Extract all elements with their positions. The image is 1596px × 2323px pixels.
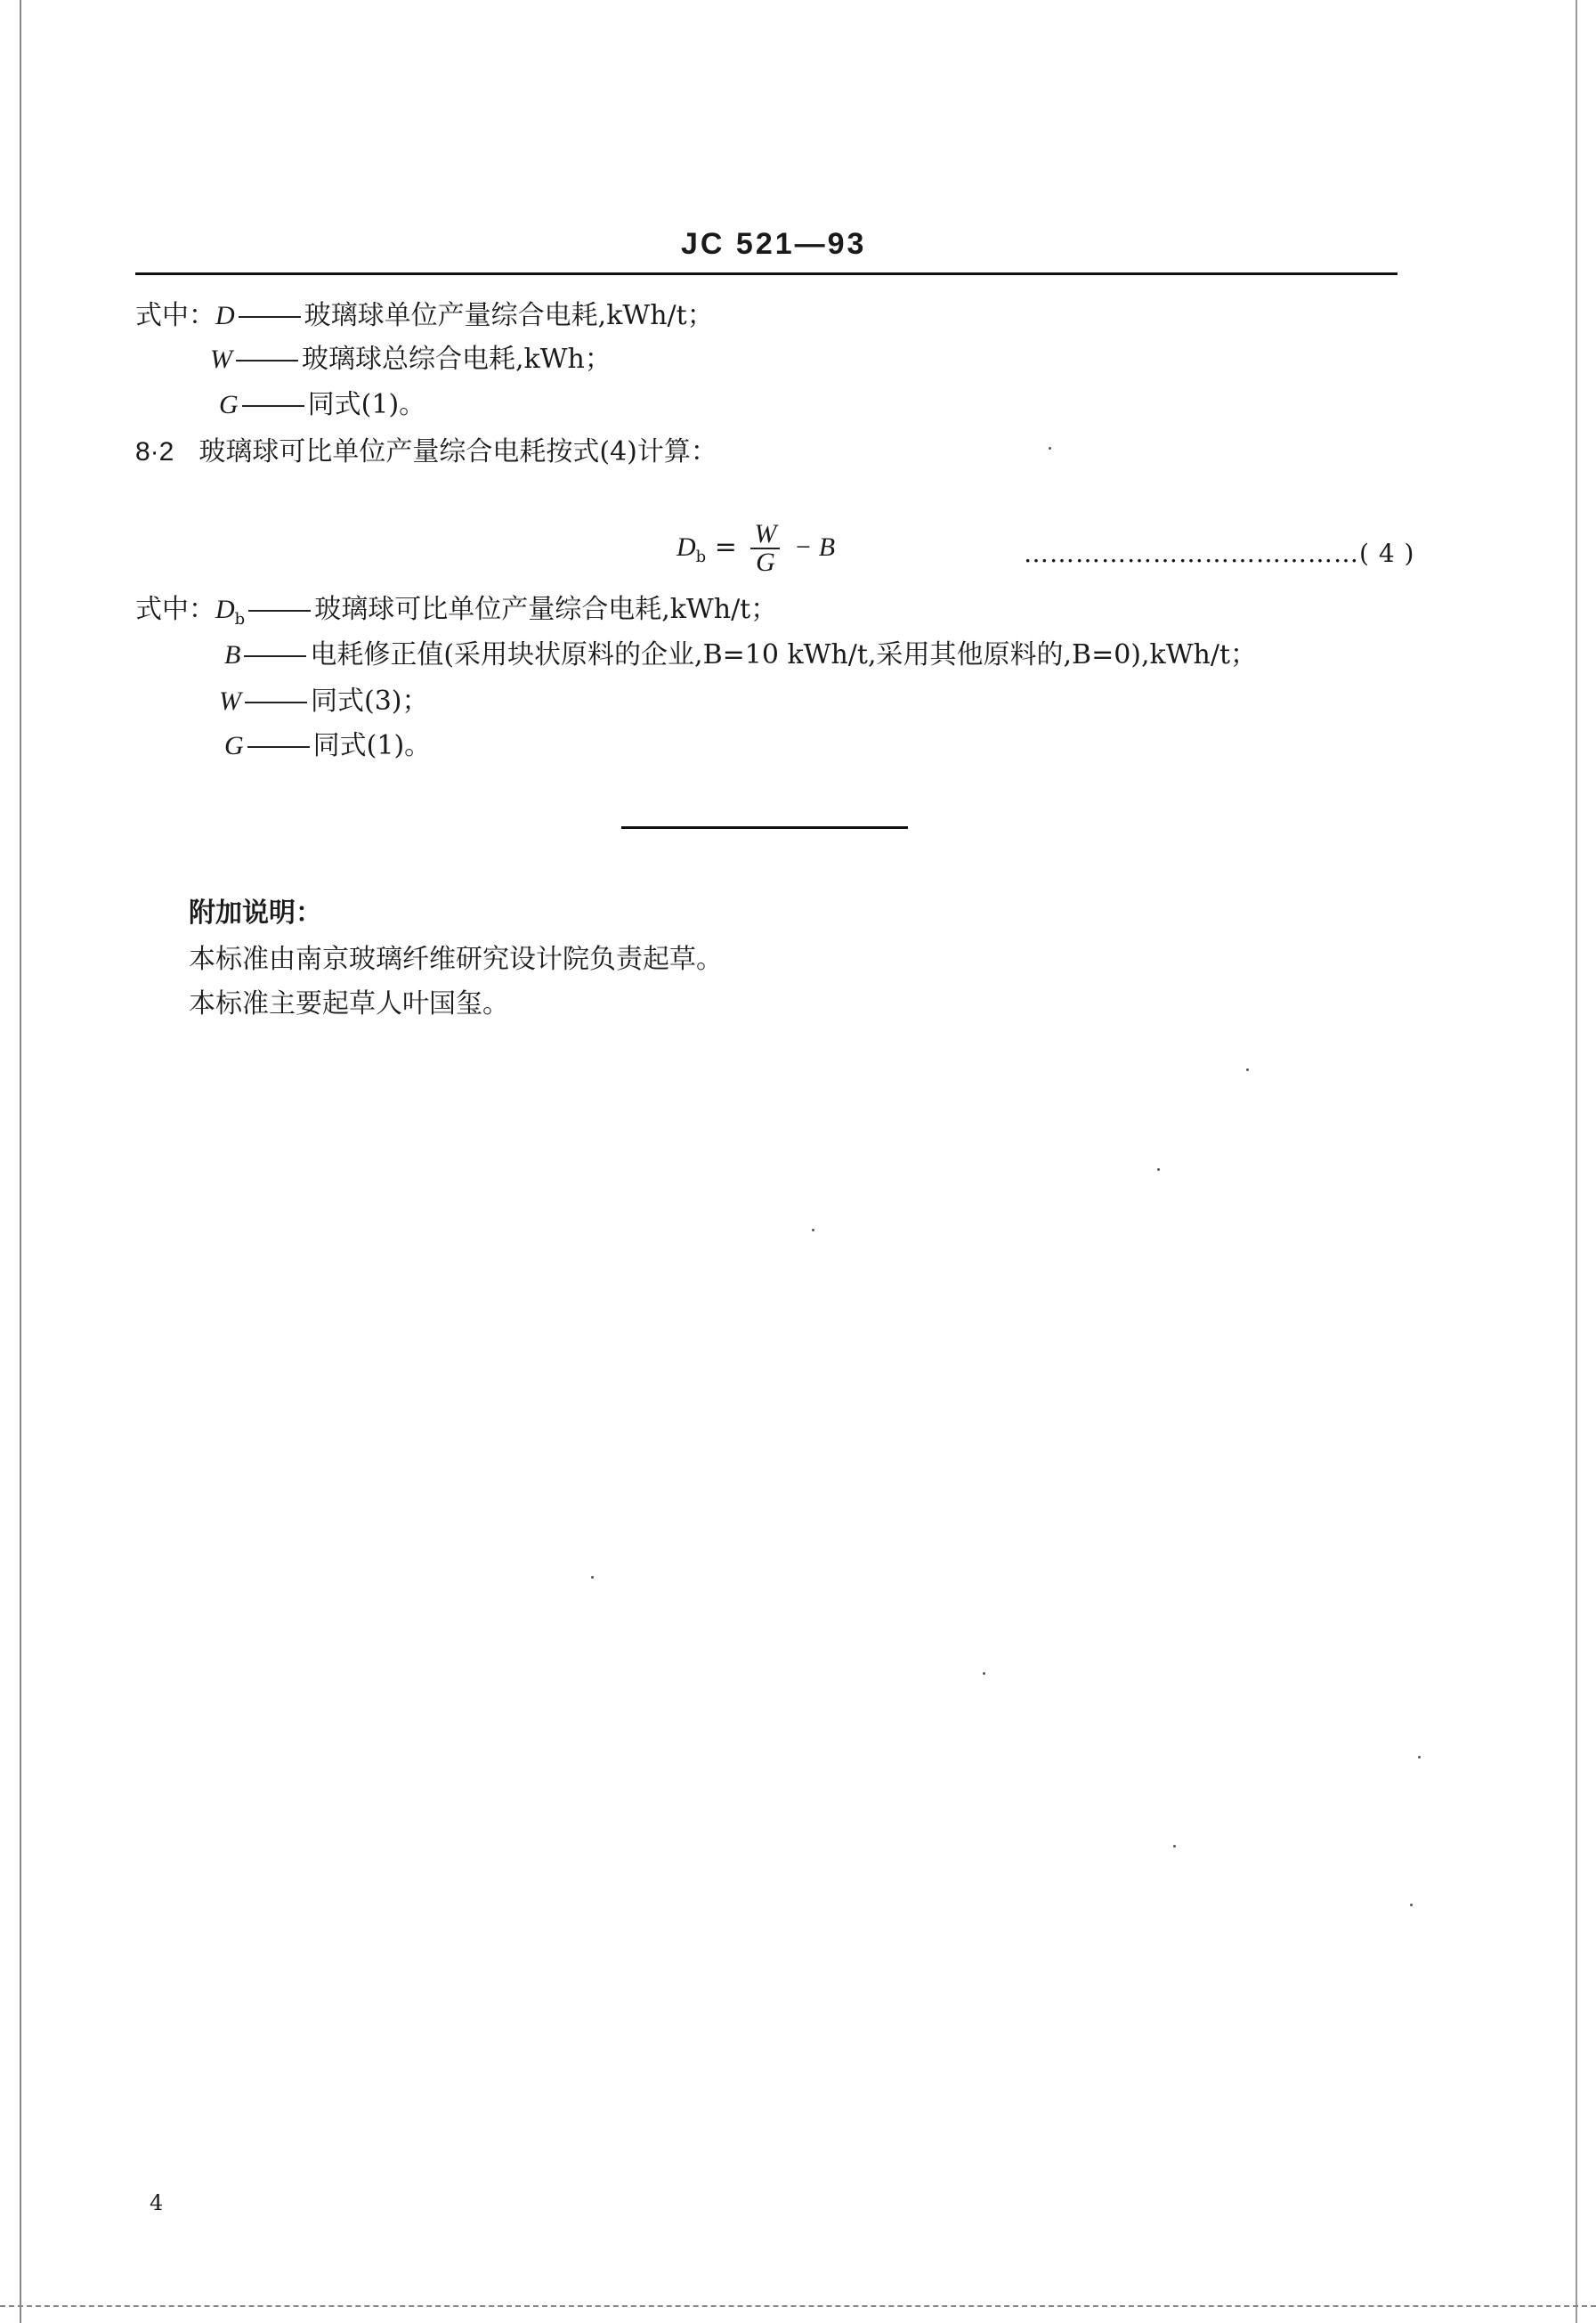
symbol-d: D [215,301,235,330]
definition-line-d [135,300,714,332]
definition-intro: 式中： [135,300,215,331]
scan-speck [1410,1904,1413,1906]
definition-line-b [224,639,1257,671]
clause-text: 玻璃球可比单位产量综合电耗按式(4)计算： [198,436,717,467]
scan-edge-left [20,0,21,2323]
definition-text: 玻璃球单位产量综合电耗,kWh/t； [304,300,714,331]
definition-text: 玻璃球可比单位产量综合电耗,kWh/t； [314,594,778,625]
definition-line-g [219,389,425,421]
symbol-d: D [215,595,235,624]
formula-lhs-subscript: b [695,548,707,566]
scan-speck [1157,1168,1160,1171]
formula-numerator: W [750,521,780,549]
additional-notes-title: 附加说明： [189,898,322,928]
dash-separator [242,405,304,407]
scan-speck [1049,447,1051,450]
clause-8-2 [135,436,717,468]
scan-speck [1173,1845,1176,1848]
formula-rest: − B [793,532,836,562]
formula-lhs: D [676,532,696,562]
additional-note-line: 本标准由南京玻璃纤维研究设计院负责起草。 [189,944,723,975]
definition-intro: 式中： [135,594,215,625]
dash-separator [248,610,311,612]
symbol-w: W [210,345,232,374]
formula-fraction [750,521,780,576]
scan-speck [1418,1756,1421,1758]
definition-line-w [210,344,612,376]
clause-number: 8·2 [135,437,174,467]
dash-separator [236,360,298,361]
formula-4 [676,521,835,583]
definition-line-w2 [219,686,429,718]
scan-edge-bottom [0,2305,1596,2307]
symbol-b: B [224,640,241,670]
page-number: 4 [150,2190,164,2215]
definition-text: 玻璃球总综合电耗,kWh； [302,344,612,375]
header-rule [135,272,1398,275]
dash-separator [247,746,310,748]
scan-edge-right [1576,0,1577,2323]
definition-text: 同式(1)。 [307,389,426,420]
section-end-rule [621,826,908,829]
symbol-g: G [219,390,239,419]
scan-speck [591,1576,594,1579]
dash-separator [244,655,306,657]
definition-line-g2 [224,730,431,762]
scan-speck [812,1229,814,1231]
definition-text: 同式(1)。 [312,730,432,761]
scan-speck [983,1672,985,1675]
formula-equals: = [714,532,737,563]
definition-text: 电耗修正值(采用块状原料的企业,B=10 kWh/t,采用其他原料的,B=0),kWh/t； [310,639,1258,670]
formula-denominator: G [756,548,775,577]
dash-separator [239,316,301,318]
definition-text: 同式(3)； [311,686,429,717]
formula-number: …………………………………( 4 ) [1024,539,1415,568]
symbol-subscript: b [234,610,246,629]
symbol-w: W [219,686,241,716]
dash-separator [245,702,307,703]
standard-code-header: JC 521—93 [681,227,867,261]
definition-line-db [135,594,777,636]
scan-speck [1246,1068,1249,1071]
additional-note-line: 本标准主要起草人叶国玺。 [189,988,509,1019]
symbol-g: G [224,731,244,760]
